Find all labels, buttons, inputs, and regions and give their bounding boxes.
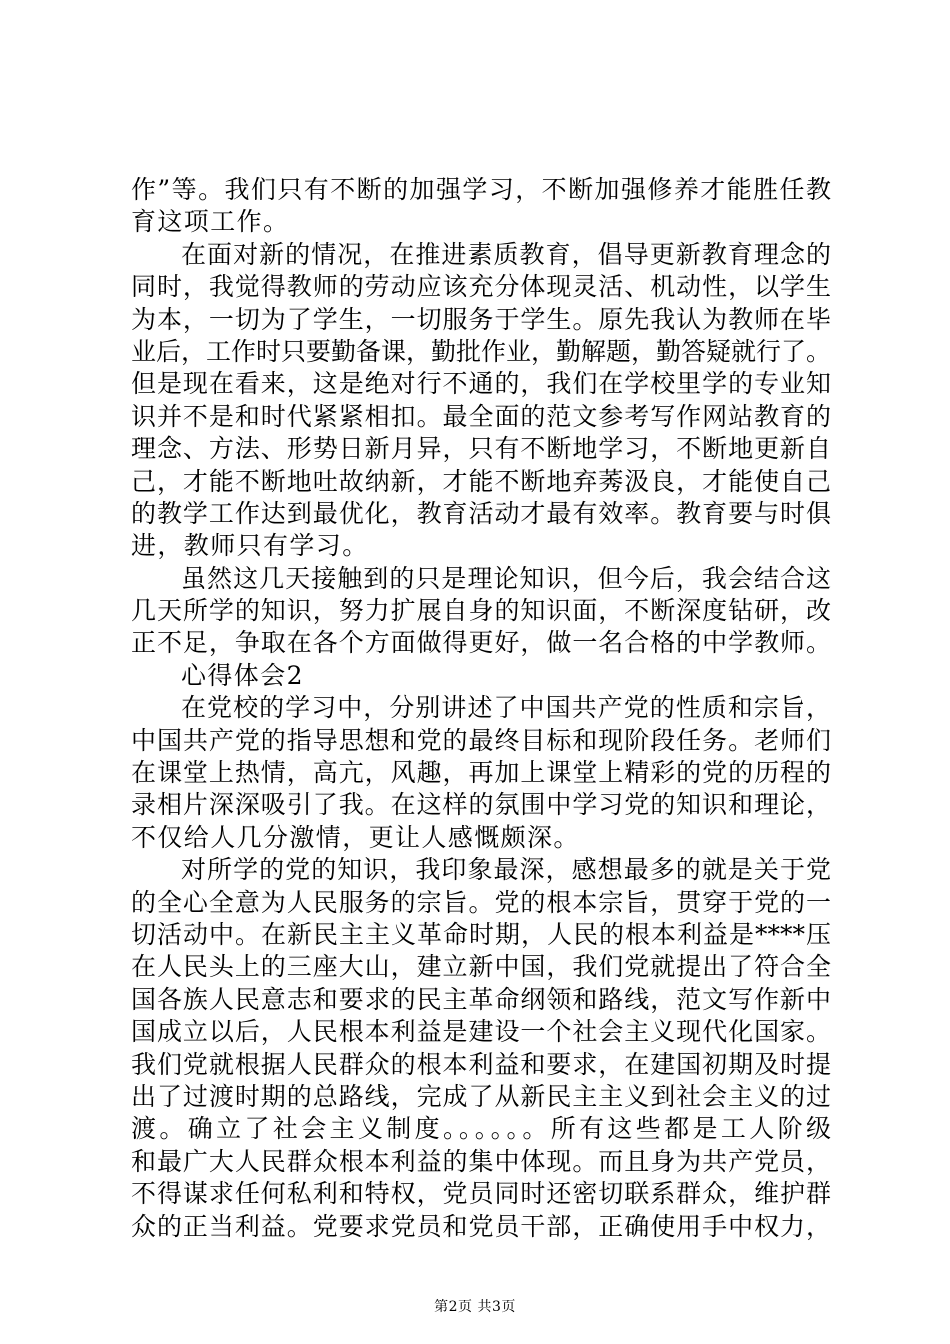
text-line: 业后，工作时只要勤备课，勤批作业，勤解题，勤答疑就行了。	[131, 336, 832, 366]
text-line: 在面对新的情况，在推进素质教育，倡导更新教育理念的	[181, 239, 831, 269]
text-line: 在党校的学习中，分别讲述了中国共产党的性质和宗旨，	[181, 693, 831, 723]
text-line: 国成立以后，人民根本利益是建设一个社会主义现代化国家。	[131, 1017, 831, 1047]
text-line: 的教学工作达到最优化，教育活动才最有效率。教育要与时俱	[131, 498, 831, 528]
text-line: 为本，一切为了学生，一切服务于学生。原先我认为教师在毕	[131, 304, 831, 334]
text-line: 对所学的党的知识，我印象最深，感想最多的就是关于党	[181, 855, 831, 885]
text-line: 不得谋求任何私利和特权，党员同时还密切联系群众，维护群	[131, 1179, 831, 1209]
text-line: 同时，我觉得教师的劳动应该充分体现灵活、机动性，以学生	[131, 272, 831, 302]
text-line: 我们党就根据人民群众的根本利益和要求，在建国初期及时提	[131, 1049, 831, 1079]
text-line: 录相片深深吸引了我。在这样的氛围中学习党的知识和理论，	[131, 790, 831, 820]
text-line: 在人民头上的三座大山，建立新中国，我们党就提出了符合全	[131, 952, 831, 982]
text-line: 育这项工作。	[131, 207, 290, 237]
text-line: 国各族人民意志和要求的民主革命纲领和路线，范文写作新中	[131, 984, 831, 1014]
text-line: 切活动中。在新民主主义革命时期，人民的根本利益是****压	[131, 919, 831, 949]
text-line: 几天所学的知识，努力扩展自身的知识面，不断深度钻研，改	[131, 596, 831, 626]
text-line: 作”等。我们只有不断的加强学习，不断加强修养才能胜任教	[131, 175, 831, 204]
text-line: 渡。确立了社会主义制度。。。。。。所有这些都是工人阶级	[131, 1114, 831, 1144]
text-line: 中国共产党的指导思想和党的最终目标和现阶段任务。老师们	[131, 725, 831, 755]
text-line: 虽然这几天接触到的只是理论知识，但今后，我会结合这	[181, 563, 831, 593]
text-line: 在课堂上热情，高亢，风趣，再加上课堂上精彩的党的历程的	[131, 758, 831, 788]
document-body	[131, 174, 831, 1243]
text-line: 不仅给人几分激情，更让人感慨颇深。	[131, 822, 580, 852]
text-line: 众的正当利益。党要求党员和党员干部，正确使用手中权力，	[131, 1211, 831, 1241]
text-line: 识并不是和时代紧紧相扣。最全面的范文参考写作网站教育的	[131, 401, 831, 431]
text-line: 理念、方法、形势日新月异，只有不断地学习，不断地更新自	[131, 434, 831, 464]
text-line: 出了过渡时期的总路线，完成了从新民主主义到社会主义的过	[131, 1081, 831, 1111]
text-line: 进，教师只有学习。	[131, 531, 369, 561]
text-line: 和最广大人民群众根本利益的集中体现。而且身为共产党员，	[131, 1146, 831, 1176]
text-line: 的全心全意为人民服务的宗旨。党的根本宗旨，贯穿于党的一	[131, 887, 831, 917]
text-line: 但是现在看来，这是绝对行不通的，我们在学校里学的专业知	[131, 369, 831, 399]
text-line: 心得体会2	[181, 660, 304, 690]
text-line: 正不足，争取在各个方面做得更好，做一名合格的中学教师。	[131, 628, 831, 658]
text-line: 己，才能不断地吐故纳新，才能不断地弃莠汲良，才能使自己	[131, 466, 831, 496]
page-footer: 第2页 共3页	[434, 1299, 516, 1315]
